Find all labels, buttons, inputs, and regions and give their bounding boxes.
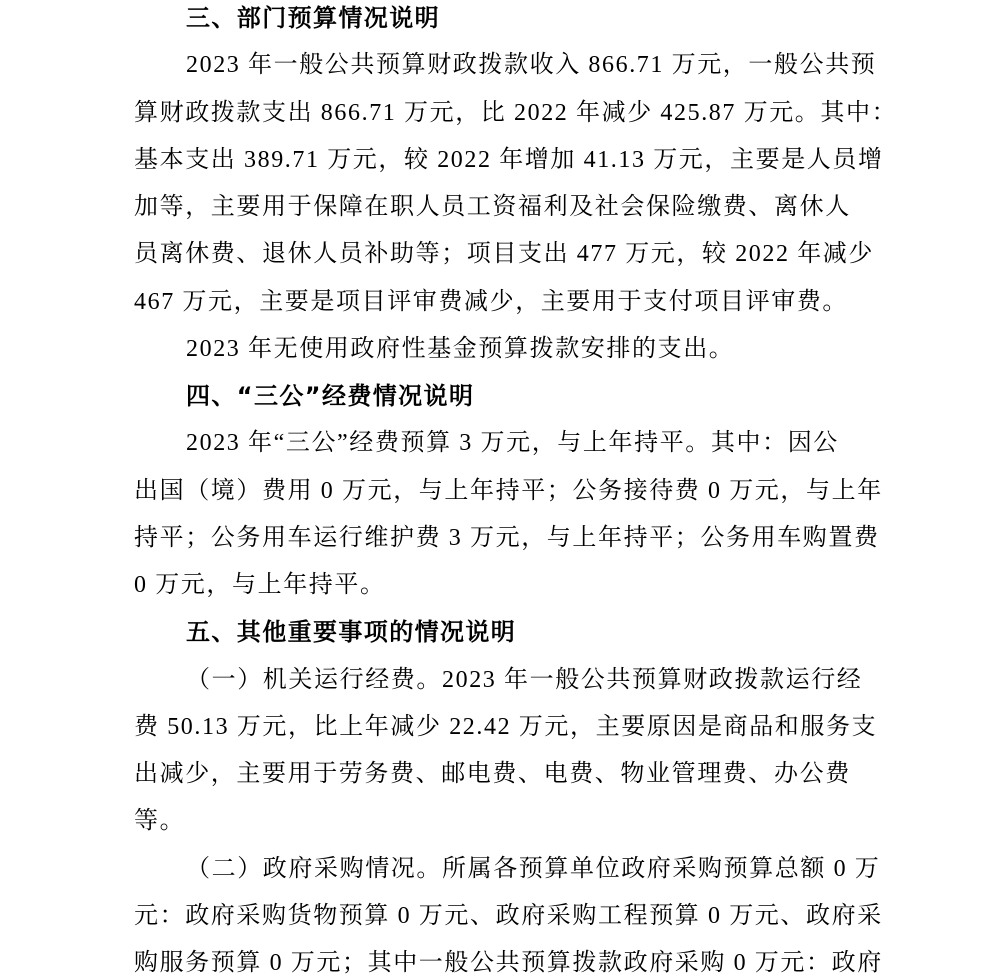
text-line: 持平；公务用车运行维护费 3 万元，与上年持平；公务用车购置费	[134, 524, 880, 551]
text-line: （二）政府采购情况。所属各预算单位政府采购预算总额 0 万	[186, 855, 881, 882]
text-line: 员离休费、退休人员补助等；项目支出 477 万元，较 2022 年减少	[134, 241, 874, 268]
document-body	[0, 3, 1000, 978]
text-line: （一）机关运行经费。2023 年一般公共预算财政拨款运行经	[186, 666, 863, 693]
section-heading-three-public-expenses: 四、“三公”经费情况说明	[186, 382, 475, 410]
text-line: 等。	[134, 808, 186, 835]
text-line: 基本支出 389.71 万元，较 2022 年增加 41.13 万元，主要是人员增	[134, 146, 884, 173]
section-three-public-expenses	[0, 381, 1000, 600]
text-line: 0 万元，与上年持平。	[134, 572, 386, 598]
text-line: 算财政拨款支出 866.71 万元，比 2022 年减少 425.87 万元。其中：	[134, 99, 898, 126]
section-budget	[0, 3, 1000, 364]
text-line: 购服务预算 0 万元；其中一般公共预算拨款政府采购 0 万元：政府	[134, 950, 883, 976]
text-line: 2023 年“三公”经费预算 3 万元，与上年持平。其中：因公	[186, 430, 839, 457]
section-heading-other-matters: 五、其他重要事项的情况说明	[186, 618, 517, 647]
text-line: 元：政府采购货物预算 0 万元、政府采购工程预算 0 万元、政府采	[134, 902, 883, 929]
section-other-matters	[0, 617, 1000, 978]
text-line: 2023 年一般公共预算财政拨款收入 866.71 万元，一般公共预	[186, 52, 877, 79]
text-line: 费 50.13 万元，比上年减少 22.42 万元，主要原因是商品和服务支	[134, 713, 878, 740]
paragraph-fund-budget	[0, 334, 1000, 364]
paragraph-three-public-expenses	[0, 428, 1000, 600]
text-line: 加等，主要用于保障在职人员工资福利及社会保险缴费、离休人	[134, 194, 851, 220]
paragraph-government-procurement	[0, 854, 1000, 979]
text-line: 2023 年无使用政府性基金预算拨款安排的支出。	[186, 335, 735, 362]
paragraph-operating-expenses	[0, 665, 1000, 837]
text-line: 出减少，主要用于劳务费、邮电费、电费、物业管理费、办公费	[134, 761, 851, 787]
text-line: 出国（境）费用 0 万元，与上年持平；公务接待费 0 万元，与上年	[134, 477, 883, 504]
paragraph-budget-appropriation	[0, 50, 1000, 316]
section-heading-budget: 三、部门预算情况说明	[186, 4, 440, 32]
text-line: 467 万元，主要是项目评审费减少，主要用于支付项目评审费。	[134, 288, 848, 315]
